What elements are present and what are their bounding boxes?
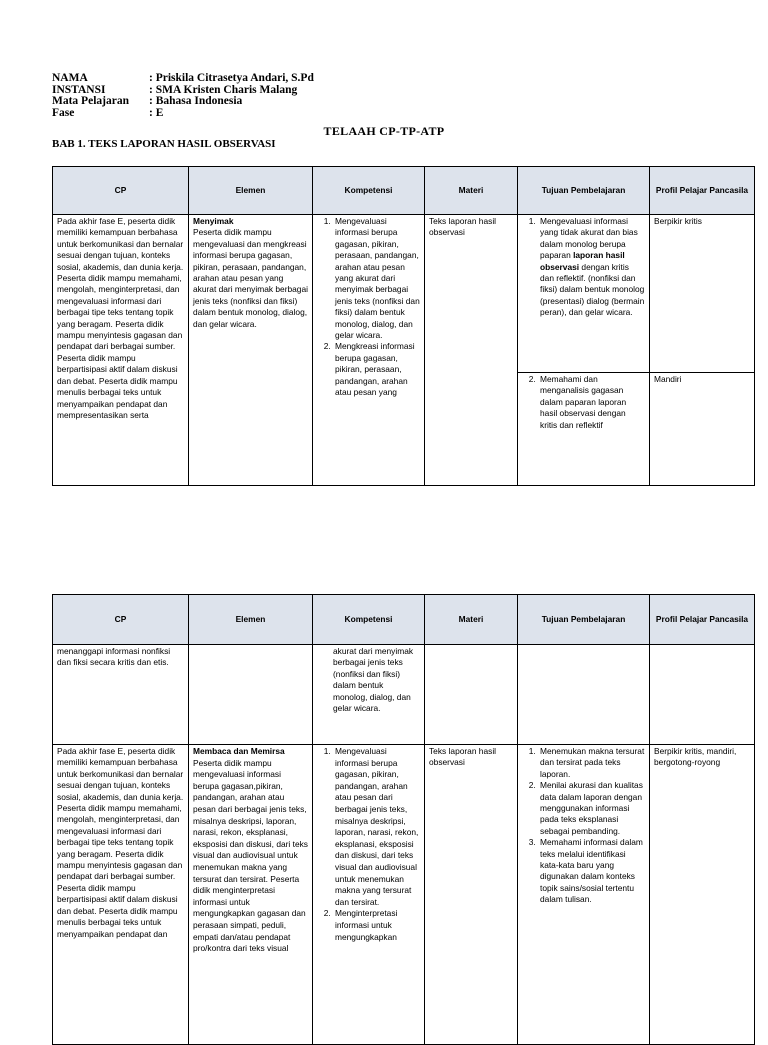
tujuan-item: 3. Memahami informasi dalam teks melalui identifikasi kata-kata baru yang digunakan dalam konteks topik sains/sosial tertentu dalam tulisan. bbox=[538, 837, 645, 905]
kompetensi-cell bbox=[313, 215, 425, 486]
elemen-text: Peserta didik mampu mengevaluasi informasi berupa gagasan,pikiran, pandangan, arahan atau pesan dari berbagai jenis teks, misalnya deskripsi, laporan, narasi, rekon, eksplanasi, eksposisi dan diskusi, dari teks visual dan audiovisual untuk menemukan makna yang tersurat dan tersirat. Peserta didik menginterpretasi informasi untuk mengungkapkan gagasan dan perasaan simpati, peduli, empati dan/atau pendapat pro/kontra dari teks visual bbox=[193, 757, 308, 954]
identity-row-mapel bbox=[52, 94, 314, 106]
cp-cell: Pada akhir fase E, peserta didik memiliki kemampuan berbahasa untuk berkomunikasi dan bernalar sesuai dengan tujuan, konteks sosial, akademis, dan dunia kerja. Peserta didik mampu memahami, mengolah, menginterpretasi, dan mengevaluasi informasi dari berbagai tipe teks tentang topik yang beragam. Peserta didik mampu menyintesis gagasan dan pendapat dari berbagai sumber. Peserta didik mampu berpartisipasi aktif dalam diskusi dan debat. Peserta didik mampu menulis berbagai teks untuk menyampaikan pendapat dan mempresentasikan serta bbox=[53, 215, 189, 486]
tujuan-text: Mengevaluasi informasi yang tidak akurat dan bias dalam monolog berupa paparan bbox=[540, 216, 638, 261]
elemen-title: Membaca dan Memirsa bbox=[193, 746, 285, 756]
elemen-cell bbox=[189, 215, 313, 486]
header-profil: Profil Pelajar Pancasila bbox=[650, 595, 755, 645]
tujuan-cell bbox=[518, 645, 650, 745]
tujuan-text: dengan kritis dan reflektif. (nonfiksi dan fiksi) dalam bentuk monolog (presentasi) dialog (bermain peran), dan gelar wicara. bbox=[540, 261, 645, 318]
header-elemen: Elemen bbox=[189, 595, 313, 645]
materi-cell: Teks laporan hasil observasi bbox=[425, 745, 518, 1045]
identity-value: : Priskila Citrasetya Andari, S.Pd bbox=[149, 72, 314, 84]
kompetensi-cell bbox=[313, 745, 425, 1045]
header-cp: CP bbox=[53, 167, 189, 215]
table-header-row bbox=[53, 167, 755, 215]
header-tujuan: Tujuan Pembelajaran bbox=[518, 167, 650, 215]
table-row bbox=[53, 215, 755, 486]
elemen-title: Menyimak bbox=[193, 216, 234, 226]
identity-label: INSTANSI bbox=[52, 83, 106, 96]
kompetensi-cell bbox=[313, 645, 425, 745]
identity-value: : E bbox=[149, 107, 164, 120]
header-materi: Materi bbox=[425, 167, 518, 215]
identity-row-nama bbox=[52, 71, 314, 83]
identity-label: Mata Pelajaran bbox=[52, 95, 129, 108]
cp-cell: Pada akhir fase E, peserta didik memiliki kemampuan berbahasa untuk berkomunikasi dan bernalar sesuai dengan tujuan, konteks sosial, akademis, dan dunia kerja. Peserta didik mampu memahami, mengolah, menginterpretasi, dan mengevaluasi informasi dari berbagai tipe teks tentang topik yang beragam. Peserta didik mampu menyintesis gagasan dan pendapat dari berbagai sumber. Peserta didik mampu berpartisipasi aktif dalam diskusi dan debat. Peserta didik mampu menulis berbagai teks untuk menyampaikan pendapat dan bbox=[53, 745, 189, 1045]
header-elemen: Elemen bbox=[189, 167, 313, 215]
cp-cell: menanggapi informasi nonfiksi dan fiksi secara kritis dan etis. bbox=[53, 645, 189, 745]
profil-bottom: Mandiri bbox=[654, 374, 682, 384]
profil-top: Berpikir kritis bbox=[650, 215, 754, 373]
identity-value: : SMA Kristen Charis Malang bbox=[149, 83, 298, 96]
header-kompetensi: Kompetensi bbox=[313, 167, 425, 215]
header-profil: Profil Pelajar Pancasila bbox=[650, 167, 755, 215]
materi-cell bbox=[425, 645, 518, 745]
elemen-cell bbox=[189, 645, 313, 745]
tujuan-bottom bbox=[518, 373, 649, 432]
tujuan-top bbox=[518, 215, 649, 373]
elemen-text: Peserta didik mampu mengevaluasi dan mengkreasi informasi berupa gagasan, pikiran, perasaan, pandangan, arahan atau pesan yang akurat dari menyimak berbagai jenis teks (nonfiksi dan fiksi) dalam bentuk monolog, dialog, dan gelar wicara. bbox=[193, 227, 308, 329]
profil-cell bbox=[650, 215, 755, 486]
identity-block bbox=[52, 71, 314, 118]
profil-cell bbox=[650, 645, 755, 745]
identity-row-instansi bbox=[52, 83, 314, 95]
identity-value: : Bahasa Indonesia bbox=[149, 95, 243, 108]
tujuan-item: 2. Menilai akurasi dan kualitas data dalam laporan dengan menggunakan informasi pada teks eksplanasi sebagai pembanding. bbox=[538, 780, 645, 837]
chapter-heading: BAB 1. TEKS LAPORAN HASIL OBSERVASI bbox=[52, 138, 276, 150]
tujuan-item: 1. Menemukan makna tersurat dan tersirat pada teks laporan. bbox=[538, 746, 645, 780]
elemen-cell bbox=[189, 745, 313, 1045]
kompetensi-item: 1. Mengevaluasi informasi berupa gagasan, pikiran, perasaan, pandangan, arahan atau pesan yang akurat dari menyimak berbagai jenis teks (nonfiksi dan fiksi) dalam bentuk monolog, dialog, dan gelar wicara. bbox=[333, 216, 420, 341]
telaah-table-2 bbox=[52, 594, 755, 1045]
tujuan-cell bbox=[518, 745, 650, 1045]
identity-row-fase bbox=[52, 106, 314, 118]
tujuan-cell bbox=[518, 215, 650, 486]
table-row bbox=[53, 645, 755, 745]
header-materi: Materi bbox=[425, 595, 518, 645]
identity-label: NAMA bbox=[52, 72, 88, 84]
kompetensi-text: akurat dari menyimak berbagai jenis teks (nonfiksi dan fiksi) dalam bentuk monolog, dialog, dan gelar wicara. bbox=[333, 646, 414, 714]
tujuan-item: 2. Memahami dan menganalisis gagasan dalam paparan laporan hasil observasi dengan kritis dan reflektif bbox=[538, 374, 645, 431]
tujuan-item bbox=[538, 216, 645, 319]
identity-label: Fase bbox=[52, 107, 75, 120]
document-title-text: TELAAH CP-TP-ATP bbox=[323, 124, 445, 138]
kompetensi-item: 2. Mengkreasi informasi berupa gagasan, pikiran, perasaan, pandangan, arahan atau pesan yang bbox=[333, 341, 420, 398]
kompetensi-item: 2. Menginterpretasi informasi untuk mengungkapkan bbox=[333, 908, 420, 943]
kompetensi-item: 1. Mengevaluasi informasi berupa gagasan, pikiran, pandangan, arahan atau pesan dari berbagai jenis teks, misalnya deskripsi, laporan, narasi, rekon, eksplanasi, eksposisi dan diskusi, dari teks visual dan audiovisual untuk menemukan makna yang tersurat dan tersirat. bbox=[333, 746, 420, 908]
telaah-table-1 bbox=[52, 166, 755, 486]
header-kompetensi: Kompetensi bbox=[313, 595, 425, 645]
header-tujuan: Tujuan Pembelajaran bbox=[518, 595, 650, 645]
profil-cell: Berpikir kritis, mandiri, bergotong-royong bbox=[650, 745, 755, 1045]
materi-cell: Teks laporan hasil observasi bbox=[425, 215, 518, 486]
tujuan-bold-text: laporan hasil observasi bbox=[540, 250, 625, 272]
table-header-row bbox=[53, 595, 755, 645]
header-cp: CP bbox=[53, 595, 189, 645]
table-row bbox=[53, 745, 755, 1045]
document-title bbox=[0, 124, 768, 139]
